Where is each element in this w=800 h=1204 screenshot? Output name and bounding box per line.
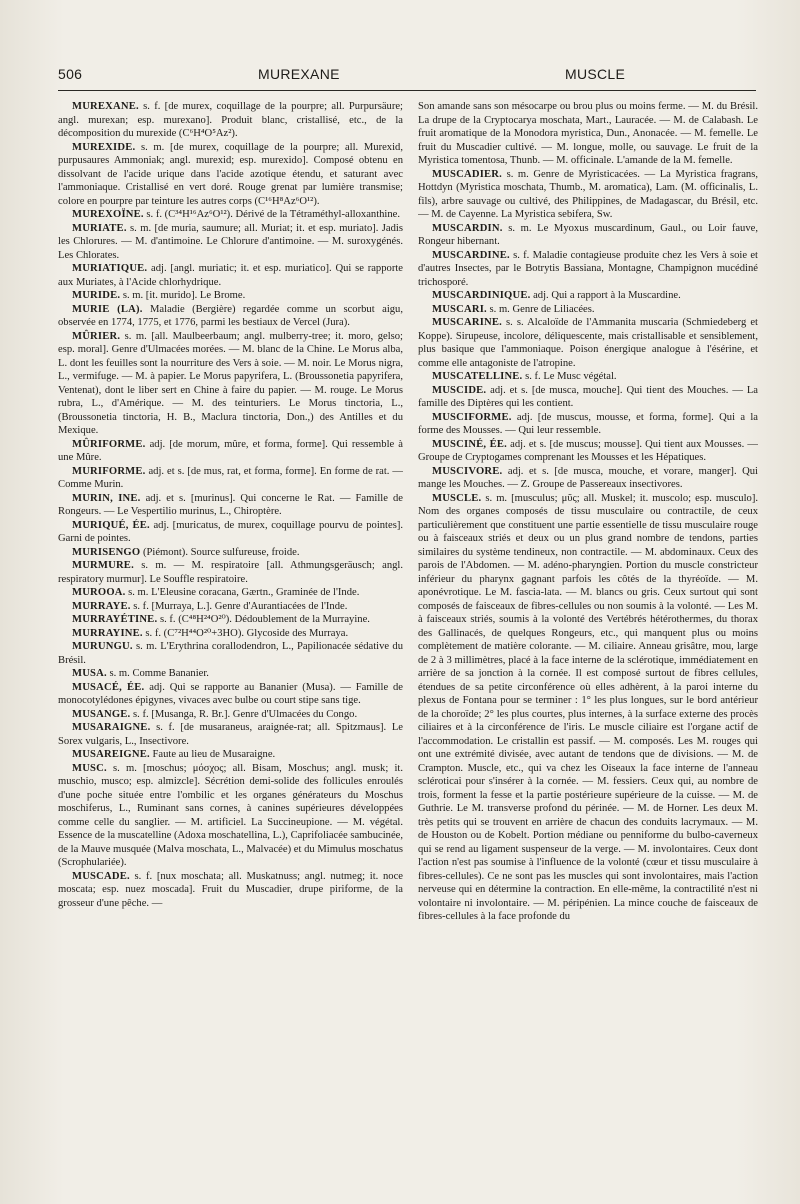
entry-definition: s. f. (C⁴⁸H²⁴O²⁰). Dédoublement de la Murrayine.: [157, 614, 370, 625]
entry-headword: MURUNGU.: [72, 641, 133, 652]
entry-headword: MURRAYE.: [72, 600, 131, 612]
dictionary-entry: [58, 289, 403, 303]
entry-headword: MUSCINÉ, ÉE.: [432, 438, 507, 450]
right-column: [418, 100, 758, 1190]
entry-definition: adj. et s. [de musca, mouche, et vorare, manger]. Qui mange les Mouches. — Z. Groupe de Passereaux insectivores.: [418, 465, 758, 490]
entry-definition: s. m. [moschus; μόσχος; all. Bisam, Moschus; angl. musk; it. muschio, musco; esp. almizcle]. Sécrétion demi-solide des follicules enroulés d'une poche située entre l'ombilic et les organes générateurs du Moschus moschiferus, L., Ruminant sans cornes, à canines supérieures développées comme celle du sanglier. — M. artificiel. La Succineupione. — M. végétal. Essence de la muscatelline (Adoxa moschatellina, L.), Caprifoliacée sambucinée, de la Mauve musquée (Malva moschata, L., Malvacée) et du Mimulus moschatus (Scrophulariée).: [58, 762, 403, 868]
dictionary-entry: [58, 303, 403, 330]
dictionary-entry: [58, 667, 403, 681]
entry-definition: s. m. Le Myoxus muscardinum, Gaul., ou Loir fauve, Rongeur hibernant.: [418, 222, 758, 247]
entry-definition: Maladie (Bergière) regardée comme un scorbut aigu, observée en 1774, 1775, et 1776, parmi les bestiaux de Vercel (Jura).: [58, 303, 403, 328]
page-number: 506: [58, 66, 83, 82]
dictionary-entry: [58, 330, 403, 438]
dictionary-entry: [58, 492, 403, 519]
entry-headword: MURIQUÉ, ÉE.: [72, 519, 150, 531]
dictionary-entry: [58, 870, 403, 911]
entry-headword: MURIDE.: [72, 290, 121, 301]
entry-headword: MURISENGO: [72, 546, 141, 558]
entry-headword: MÛRIER.: [72, 330, 121, 342]
dictionary-entry: [418, 289, 758, 303]
entry-headword: MUSCIFORME.: [432, 411, 512, 423]
dictionary-entry: [418, 438, 758, 465]
right-guide-word: MUSCLE: [565, 66, 626, 82]
entry-definition: adj. [muricatus, de murex, coquillage pourvu de pointes]. Garni de pointes.: [58, 519, 403, 544]
left-column: [58, 100, 403, 1190]
entry-definition: adj. [de muscus, mousse, et forma, forme]. Qui a la forme des Mousses. — Qui leur ressemble.: [418, 411, 758, 436]
entry-headword: MUSCARDIN.: [432, 222, 503, 234]
dictionary-entry: [418, 370, 758, 384]
entry-definition: s. m. [de murex, coquillage de la pourpre; all. Murexid, purpusaures Ammoniak; angl. murexid; esp. murexido]. Composé obtenu en dissolvant de l'acide urique dans l'acide azotique étendu, et saturant avec l'ammoniaque. Cristallisé en vert doré. Rouge grenat par lumière transmise; colore en pourpre par teinture les autres corps (C¹⁶H⁸Az⁶O¹²).: [58, 141, 403, 207]
dictionary-entry: [58, 141, 403, 209]
entry-headword: MURIN, INE.: [72, 492, 141, 504]
entry-definition: s. m. Genre de Liliacées.: [486, 303, 595, 315]
entry-definition: adj. et s. [de muscus; mousse]. Qui tient aux Mousses. — Groupe de Cryptogames comprenant les Mousses et les Hépatiques.: [418, 438, 758, 463]
entry-definition: s. f. [Musanga, R. Br.]. Genre d'Ulmacées du Congo.: [130, 708, 358, 720]
dictionary-entry: [58, 748, 403, 762]
entry-headword: MUSCARDINIQUE.: [432, 290, 531, 301]
entry-headword: MUREXANE.: [72, 101, 139, 112]
entry-definition: s. f. [nux moschata; all. Muskatnuss; angl. nutmeg; it. noce moscata; esp. nuez moscada]. Fruit du Muscadier, drupe piriforme, de la grosseur d'une pêche. —: [58, 870, 403, 909]
dictionary-entry: [58, 721, 403, 748]
entry-definition: adj. Qui a rapport à la Muscardine.: [530, 290, 681, 301]
dictionary-entry: [418, 249, 758, 290]
entry-definition: s. f. Maladie contagieuse produite chez les Vers à soie et d'autres Insectes, par le Botrytis Bassiana, Montagne, Champignon mucédiné trichosporé.: [418, 249, 758, 288]
entry-headword: MUREXOÏNE.: [72, 209, 144, 220]
entry-headword: MURIE (LA).: [72, 303, 143, 315]
entry-headword: MUSCARDINE.: [432, 249, 510, 261]
entry-headword: MUSCADIER.: [432, 168, 502, 180]
entry-headword: MUSARAIGNE.: [72, 722, 151, 733]
left-guide-word: MUREXANE: [258, 66, 340, 82]
dictionary-entry: [58, 708, 403, 722]
dictionary-entry: [58, 627, 403, 641]
dictionary-entry: [418, 100, 758, 168]
entry-definition: s. s. Alcaloïde de l'Ammanita muscaria (Schmiedeberg et Koppe). Sirupeuse, incolore, déliquescente, mais cristallisable et sensiblement, plus basique que l'ammoniaque. Poison énergique analogue à l'ésérine, et comme elle antagoniste de l'atropine.: [418, 317, 758, 369]
dictionary-entry: [58, 465, 403, 492]
dictionary-entry: [418, 222, 758, 249]
entry-headword: MUSACÉ, ÉE.: [72, 681, 145, 693]
dictionary-entry: [418, 384, 758, 411]
entry-headword: MURMURE.: [72, 560, 134, 571]
entry-definition: (Piémont). Source sulfureuse, froide.: [140, 546, 300, 558]
dictionary-entry: [58, 586, 403, 600]
dictionary-entry: [58, 519, 403, 546]
entry-headword: MUSANGE.: [72, 708, 131, 720]
entry-definition: adj. et s. [de mus, rat, et forma, forme]. En forme de rat. — Comme Murin.: [58, 465, 403, 490]
entry-definition: s. m. Comme Bananier.: [106, 668, 209, 679]
dictionary-entry: [58, 559, 403, 586]
entry-definition: Son amande sans son mésocarpe ou brou plus ou moins ferme. — M. du Brésil. La drupe de la Cryptocarya moschata, Mart., Lauracée. — M. de Calabash. Le fruit aromatique de la Monodora myristica, Dun., Anonacée. — M. femelle. Le fruit du Muscadier cultivé. — M. longue, molle, ou sauvage. Le fruit de la Myristica tomentosa, Thunb. — M. officinale. L'amande de la M. femelle.: [418, 101, 758, 166]
entry-definition: s. m. [musculus; μῦς; all. Muskel; it. muscolo; esp. musculo]. Nom des organes composés de tissu musculaire ou contractile, de ceux particulièrement que constituent une partie essentielle de tissu musculaire rouge ou à faisceaux striés et deux ou un plus grand nombre de tendons, parties similaires du système tendineux, non contractile. — M. abdominaux. Ceux des parois de l'Abdomen. — M. adéno-pharyngien. Portion du muscle constricteur inférieur du pharynx gagnant parfois les côtés de la thyréoïde. — M. aponévrotique. Le M. fascia-lata. — M. blancs ou gris. Ceux surtout qui sont composés de faisceaux de fibres-cellules ou non soumis à la volonté. — Les M. à faisceaux striés, soumis à la volonté des Vertébrés hétérothermes, du thorax des Gallinacés, de quelques Rongeurs, etc., qui manquent plus ou moins complètement de matière colorante. — M. ciliaire. Anneau grisâtre, mou, large de 2 à 3 millimètres, placé à la face interne de la sclérotique, immédiatement en arrière de sa jonction à la cornée. Il est composé surtout de fibres cellules, étendues de sa petite circonférence où elles adhèrent, à la paroi interne du plexus de Fontana pour se terminer : 1° les plus longues, sur le bord antérieur de la choroïde; 2° les plus courtes, plus internes, à la surface externe des procès ciliaires et à la circonférence de l'iris. Le muscle ciliaire est l'organe actif de l'accommodation. Le cristallin est passif. — M. composés. Les M. rouges qui ont une extrémité divisée, avec autant de tendons que de divisions. — M. de Crampton. Muscle, etc., qui va chez les Oiseaux la face interne de l'anneau scléroticai pour s'insérer à la cornée. — M. fessiers. Ceux qui, au nombre de trois, forment la fesse et la partie postérieure supérieure de la cuisse. — M. de Guthrie. Le M. transverse profond du périnée. — M. de Horner. Les deux M. très petits qui se trouvent en arrière de chacun des conduits lacrymaux. — M. de Houston ou de Kobelt. Portion médiane ou penniforme du bulbo-caverneux qui se rend au ligament suspenseur de la verge. — M. involontaires. Ceux dont l'action n'est pas soumise à l'influence de la volonté (cœur et tissu musculaire à fibres-cellules). Ce ne sont pas les muscles qui sont involontaires, mais l'action nerveuse qui en détermine la contraction. En elle-même, la contractilité n'est ni volontaire ni involontaire. — M. péripénien. La mince couche de faisceaux de fibres-cellules à la face profonde du: [418, 492, 758, 922]
entry-headword: MUSCARINE.: [432, 317, 502, 328]
dictionary-entry: [58, 640, 403, 667]
entry-definition: s. m. — M. respiratoire [all. Athmungsgeräusch; angl. respiratory murmur]. Le Souffle respiratoire.: [58, 560, 403, 585]
dictionary-entry: [418, 411, 758, 438]
entry-definition: Faute au lieu de Musaraigne.: [149, 749, 276, 760]
entry-definition: s. f. (C⁷²H⁴⁴O²⁰+3HO). Glycoside des Murraya.: [142, 627, 349, 639]
entry-definition: s. f. (C³⁴H¹⁶Az⁶O¹²). Dérivé de la Tétraméthyl-alloxanthine.: [143, 209, 401, 220]
entry-headword: MUREXIDE.: [72, 141, 136, 153]
entry-headword: MUSCIDE.: [432, 384, 487, 396]
dictionary-entry: [58, 546, 403, 560]
entry-headword: MUSCIVORE.: [432, 465, 503, 477]
entry-headword: MUSAREIGNE.: [72, 749, 150, 760]
entry-headword: MUSA.: [72, 668, 107, 679]
dictionary-entry: [418, 492, 758, 924]
entry-headword: MUSCARI.: [432, 303, 487, 315]
entry-definition: s. f. [Murraya, L.]. Genre d'Aurantiacées de l'Inde.: [130, 600, 348, 612]
dictionary-entry: [418, 316, 758, 370]
dictionary-entry: [58, 262, 403, 289]
dictionary-entry: [418, 303, 758, 317]
entry-definition: s. f. [de murex, coquillage de la pourpre; all. Purpursäure; angl. murexan; esp. murexano]. Produit blanc, cristallisé, etc., de la décomposition du murexide (C⁶H⁴O⁵Az²).: [58, 101, 403, 139]
dictionary-entry: [418, 168, 758, 222]
entry-headword: MURRAYÉTINE.: [72, 614, 158, 625]
entry-headword: MUSCLE.: [432, 492, 482, 504]
entry-definition: s. f. [de musaraneus, araignée-rat; all. Spitzmaus]. Le Sorex vulgaris, L., Insectivore.: [58, 722, 403, 747]
page-header: [58, 64, 756, 91]
entry-definition: adj. et s. [murinus]. Qui concerne le Rat. — Famille de Rongeurs. — Le Vespertilio murinus, L., Chiroptère.: [58, 492, 403, 517]
dictionary-entry: [58, 100, 403, 141]
entry-headword: MUROOA.: [72, 587, 126, 598]
dictionary-entry: [58, 438, 403, 465]
dictionary-entry: [58, 613, 403, 627]
entry-definition: s. m. [it. murido]. Le Brome.: [120, 290, 246, 301]
entry-definition: s. m. L'Eleusine coracana, Gærtn., Graminée de l'Inde.: [125, 587, 360, 598]
entry-headword: MURIATIQUE.: [72, 263, 148, 274]
entry-definition: s. m. [de muria, saumure; all. Muriat; it. et esp. muriato]. Jadis les Chlorures. — M. d'antimoine. Le Chlorure d'antimoine. — M. suroxygénés. Les Chlorates.: [58, 222, 403, 261]
dictionary-entry: [58, 222, 403, 263]
dictionary-entry: [58, 600, 403, 614]
entry-definition: s. m. [all. Maulbeerbaum; angl. mulberry-tree; it. moro, gelso; esp. moral]. Genre d'Ulmacées morées. — M. blanc de la Chine. Le Morus alba, L. dont les feuilles sont la nourriture des Vers à soie. — M. noir. Le Morus nigra, L., vermifuge. — M. à papier. Le Morus papyrifera, L. (Broussonetia papyrifera, Ventenat), dont le liber sert en Chine à faire du papier. — M. rouge. Le Morus rubra, L., d'Amérique. — M. des teinturiers. Le Morus tinctoria, L., (Broussonetia tinctoria, H. B., Maclura tinctoria, Don.,) des Antilles et du Mexique.: [58, 330, 403, 436]
dictionary-entry: [58, 681, 403, 708]
entry-headword: MÛRIFORME.: [72, 438, 146, 450]
entry-headword: MURRAYINE.: [72, 627, 143, 639]
entry-headword: MUSCADE.: [72, 870, 130, 882]
entry-definition: adj. [angl. muriatic; it. et esp. muriatico]. Qui se rapporte aux Muriates, à l'Acide chlorhydrique.: [58, 263, 403, 288]
dictionary-entry: [58, 762, 403, 870]
dictionary-entry: [418, 465, 758, 492]
entry-headword: MURIFORME.: [72, 465, 146, 477]
dictionary-entry: [58, 208, 403, 222]
entry-definition: s. f. Le Musc végétal.: [522, 371, 617, 382]
entry-definition: adj. [de morum, mûre, et forma, forme]. Qui ressemble à une Mûre.: [58, 438, 403, 463]
entry-headword: MURIATE.: [72, 222, 127, 234]
entry-definition: s. m. Genre de Myristicacées. — La Myristica fragrans, Hottdyn (Myristica moschata, Thumb., M. aromatica), Lam. (M. officinalis, L. fils), arbre sauvage ou cultivé, des Philippines, de Madagascar, du Brésil, etc. — M. de Cayenne. La Myristica sebifera, Sw.: [418, 168, 758, 220]
entry-definition: adj. et s. [de musca, mouche]. Qui tient des Mouches. — La famille des Diptères qui les contient.: [418, 384, 758, 409]
entry-headword: MUSCATELLINE.: [432, 371, 523, 382]
entry-headword: MUSC.: [72, 762, 107, 774]
entry-definition: s. m. L'Erythrina corallodendron, L., Papilionacée sédative du Brésil.: [58, 641, 403, 666]
entry-definition: adj. Qui se rapporte au Bananier (Musa). — Famille de monocotylédones épigynes, vivaces avec bulbe ou court stipe sans tige.: [58, 681, 403, 706]
